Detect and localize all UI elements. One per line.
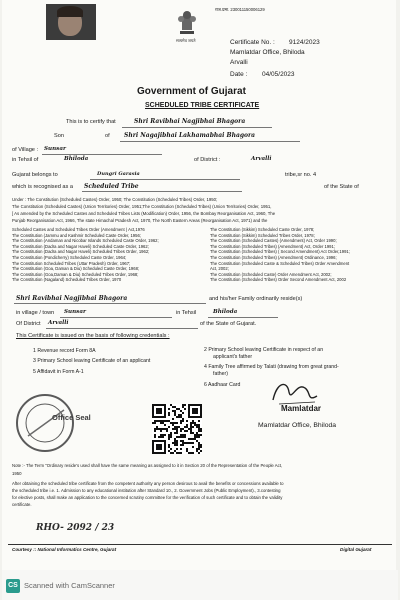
list-item: The Constitution (Sikkim) Scheduled Caste Order, 1978; <box>210 227 315 232</box>
list-item: The Constitution (Scheduled Tribes) ( Second Amendment) Act Order,1991; <box>210 249 350 255</box>
note-line-6: certificate. <box>12 502 32 507</box>
list-item: The Constitution (Goa, Daman & Diu) Scheduled Caste Order, 1968; <box>12 266 140 272</box>
list-item: The Constitution (Scheduled Tribes) (Amendment) Act, Order 1991; <box>210 243 335 249</box>
evidence-item-6: 6 Aadhaar Card <box>204 382 241 388</box>
office-seal-label: Office Seal <box>52 413 91 422</box>
father-name: Shri Nagajibhai Lakhamabhai Bhagora <box>124 132 256 139</box>
state-of-label: of the State of <box>324 184 359 190</box>
applicant-photo <box>46 4 96 40</box>
ordinarily-label: and his/her Family ordinarily reside(s) <box>209 296 303 302</box>
belongs-label: Gujarat belongs to <box>12 172 58 178</box>
orders-left-column <box>12 227 202 283</box>
village-label: of Village : <box>12 147 39 153</box>
emblem-caption: सत्यमेव जयते <box>176 38 196 43</box>
list-item: The Constitution (Nagaland) Scheduled Tribes Order, 1970 <box>12 277 122 283</box>
certificate-no: 9124/2023 <box>289 39 320 46</box>
document-subtitle: SCHEDULED TRIBE CERTIFICATE <box>145 102 260 109</box>
recognised-label: which is recognised as a <box>12 184 73 190</box>
note-line-1: Note :- The Term "Ordinary reside's used shall have the same meaning as assigned to it in Section 20 of the Representation of the People Act, <box>12 463 283 468</box>
footer-digital: Digital Gujarat <box>340 547 372 552</box>
office-seal-stamp <box>14 392 76 454</box>
office-line-1: Mamlatdar Office, Bhiloda <box>230 49 305 56</box>
tribe-no-label: tribe,sr no. 4 <box>285 172 317 178</box>
list-item: The Constitution (Pondicherry) Scheduled Caste Order, 1964; <box>12 254 127 260</box>
tehsil-value: Bhiloda <box>64 156 89 162</box>
community-value: Dungri Garasia <box>97 171 140 177</box>
residence-district: Arvalli <box>48 320 69 326</box>
evidence-heading: This Certificate is issued on the basis of following credentials : <box>16 333 170 339</box>
evidence-item-2: 2 Primary School leaving Certificate in respect of an <box>204 347 324 353</box>
residence-tehsil-label: in Tehsil <box>176 310 197 316</box>
residence-state-label: of the State of Gujarat. <box>200 321 257 327</box>
watermark-text: Scanned with CamScanner <box>24 581 115 590</box>
village-value: Sunsar <box>44 146 66 152</box>
note-line-3: After obtaining the scheduled tribe certificate from the competent authority any person desirous to avail the benefits or concessions available to <box>12 481 284 486</box>
district-value: Arvalli <box>251 156 272 162</box>
list-item: The Constitution (Jammu and Kashmir Scheduled Caste Order, 1956; <box>12 232 141 238</box>
under-line-1: Under : The Constitution (Scheduled Castes) Order, 1950; The Constitution (Scheduled Tribes) Order, 1950; <box>12 197 218 202</box>
residence-village: Sunsar <box>64 309 86 315</box>
district-label: of District : <box>194 157 221 163</box>
son-label: Son <box>54 133 64 139</box>
date-value: 04/05/2023 <box>262 71 295 78</box>
evidence-item-2-cont: applicant's father <box>213 354 253 360</box>
evidence-item-3: 3 Primary School leaving Certificate of an applicant <box>33 358 151 364</box>
scanner-watermark-bar <box>2 570 398 600</box>
list-item: The Constitution (Dadra and Nagar Haveli) Scheduled Tribes Order, 1962; <box>12 249 150 255</box>
camscanner-logo-icon: CS <box>6 579 20 593</box>
tehsil-label: in Tehsil of <box>12 157 39 163</box>
list-item: The Constitution (Scheduled Castes) (Amendment) Act, Order 1990; <box>210 238 337 244</box>
evidence-item-4-cont: father) <box>213 371 228 377</box>
of-label: of <box>105 133 110 139</box>
date-label: Date : <box>230 71 248 78</box>
signatory-office: Mamlatdar Office, Bhiloda <box>258 422 337 429</box>
under-line-4: Punjab Reorganisation Act, 1966, The state Himachal Pradesh Act, 1970, The North Eastern Areas (Reorganisation Act, 1971) and the <box>12 218 268 223</box>
note-line-5: for elective posts, shall make an application to the concerned scrutiny committee for the verification of such certificate and to obtain the validity <box>12 495 283 500</box>
evidence-item-5: 5 Affidavit in Form A-1 <box>33 369 84 375</box>
footer-courtesy: Courtesy :: National Informatics Centre, Gujarat <box>12 547 117 552</box>
list-item: The Constitution (Scheduled Tribes) (Amendment) Ordinance, 1996; <box>210 254 337 260</box>
residence-name: Shri Ravibhai Nagjibhai Bhagora <box>16 295 128 302</box>
office-line-2: Arvalli <box>230 59 248 66</box>
under-line-2: The Constitution (Scheduled Castes) (Union Territories) Order, 1951;The Constitution (Scheduled Tribes) (Union Territories) Order, 1951, <box>12 204 272 209</box>
serial-number: राज.प्रमा. 230011150006129 <box>215 7 265 12</box>
certificate-no-label: Certificate No. : <box>230 39 275 46</box>
residence-village-label: in village / town <box>16 310 55 316</box>
certificate-sheet <box>2 0 396 570</box>
orders-right-column <box>210 227 400 283</box>
applicant-name: Shri Ravibhai Nagjibhai Bhagora <box>134 118 246 125</box>
certify-label: This is to certify that <box>66 119 116 125</box>
qr-code <box>152 404 202 454</box>
residence-tehsil: Bhiloda <box>213 309 238 315</box>
list-item: The Constitution (Sikkim) Scheduled Tribes Order, 1978; <box>210 232 315 238</box>
evidence-item-4: 4 Family Tree affirmed by Talati (drawing from great grand- <box>204 364 339 370</box>
list-item: The Constitution (Scheduled Caste) Order Amendment Act, 2002; <box>210 271 332 277</box>
list-item: Scheduled Castes and Scheduled Tribes Order (Amendment ) Act,1976 <box>12 227 145 232</box>
list-item: The Constitution Scheduled Tribes (Uttar Pradesh) Order, 1967; <box>12 260 131 266</box>
list-item: The Constitution (Dadra and Nagar Haveli) Scheduled Caste Order, 1962; <box>12 243 149 249</box>
state-emblem-icon <box>172 5 202 39</box>
list-item: The Constitution (Scheduled Tribes) Order Second Amendment Act, 2002 <box>210 277 347 283</box>
signatory-title: Mamlatdar <box>281 404 322 413</box>
category-value: Scheduled Tribe <box>84 183 139 190</box>
list-item: The Constitution (Andaman and Nicobar Islands Scheduled Caste Order, 1962; <box>12 238 159 244</box>
note-line-4: the scheduled tribe i.e. 1. Admission to any educational institution after Standard 10., 2. Government Jobs (Public Employment)., 3.contesting <box>12 488 281 493</box>
residence-district-label: Of District <box>16 321 41 327</box>
evidence-item-1: 1 Revenue record Form 8A <box>33 348 96 354</box>
list-item: The Constitution (Scheduled Caste & Scheduled Tribes) Order Amendment <box>210 260 350 266</box>
document-title: Government of Gujarat <box>137 86 246 97</box>
note-line-2: 1950 <box>12 471 22 476</box>
list-item: Act, 2002; <box>210 266 229 272</box>
handwritten-reference: RHO- 2092 / 23 <box>36 523 115 533</box>
list-item: The Constitution (Goa,Daman & Diu) Scheduled Tribes Order, 1968; <box>12 271 139 277</box>
under-line-3: [ As amended by the Scheduled Castes and Scheduled Tribes Lists (Modification) Order, 1956, the Bombay Reorganisation Act, 1960, The <box>12 211 276 216</box>
